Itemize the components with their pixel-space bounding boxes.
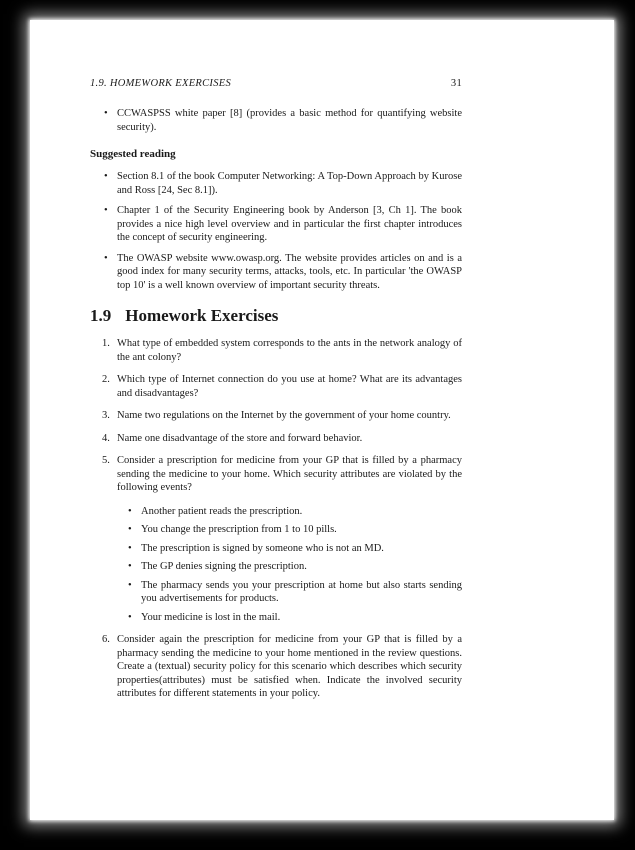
exercise-item [90,337,462,364]
exercise-list [90,337,462,701]
exercise-item [90,454,462,624]
exercise-text: Consider a prescription for medicine from your GP that is filled by a pharmacy sending the medicine to your home. Which security attributes are violated by the following events? [117,455,462,493]
sub-list-item: • Another patient reads the prescription. [117,505,462,519]
section-number: 1.9 [90,306,112,325]
page-number: 31 [450,78,462,89]
exercise-number: 3. [102,410,110,421]
exercise-number: 6. [102,634,110,645]
exercise-number: 1. [102,338,110,349]
top-bullet-list [90,107,462,134]
exercise-item [90,409,462,423]
sub-list-item: • The GP denies signing the prescription. [117,560,462,574]
list-item: • CCWASPSS white paper [8] (provides a basic method for quantifying website security). [90,107,462,134]
sub-list-item: • Your medicine is lost in the mail. [117,611,462,625]
document-page [30,20,614,820]
running-header [90,78,462,89]
sub-list-item: • The prescription is signed by someone who is not an MD. [117,542,462,556]
list-item: • The OWASP website www.owasp.org. The website provides articles on and is a good index for many security terms, attacks, tools, etc. In particular 'the OWASP top 10' is a well known overview of important security threats. [90,252,462,293]
exercise-number: 2. [102,374,110,385]
sub-list-item: • The pharmacy sends you your prescription at home but also starts sending you advertisements for products. [117,579,462,606]
section-heading [90,306,462,326]
header-section: 1.9. HOMEWORK EXERCISES [90,78,232,89]
exercise-item [90,432,462,446]
sub-bullet-list [117,505,462,625]
exercise-number: 5. [102,455,110,466]
sub-list-item: • You change the prescription from 1 to 10 pills. [117,523,462,537]
exercise-text: Which type of Internet connection do you use at home? What are its advantages and disadvantages? [117,374,462,399]
exercise-item [90,373,462,400]
section-title: Homework Exercises [125,306,279,325]
exercise-text: What type of embedded system corresponds to the ants in the network analogy of the ant colony? [117,338,462,363]
exercise-text: Name one disadvantage of the store and forward behavior. [117,432,363,444]
exercise-item [90,633,462,701]
suggested-reading-heading: Suggested reading [90,148,176,160]
suggested-reading-list [90,170,462,292]
exercise-text: Consider again the prescription for medicine from your GP that is filled by a pharmacy sending the medicine to your home mentioned in the review questions. Create a (textual) security policy for this scenario which describes which security properties(attributes) must be satisfied when. Indicate the involved security attributes for different statements in your policy. [117,634,462,699]
exercise-number: 4. [102,432,110,444]
list-item: • Chapter 1 of the Security Engineering book by Anderson [3, Ch 1]. The book provides a nice high level overview and in particular the first chapter introduces the concept of security engineering. [90,204,462,245]
exercise-text: Name two regulations on the Internet by the government of your home country. [117,410,451,421]
list-item: • Section 8.1 of the book Computer Networking: A Top-Down Approach by Kurose and Ross [24, Sec 8.1]). [90,170,462,197]
page-content [90,78,462,710]
